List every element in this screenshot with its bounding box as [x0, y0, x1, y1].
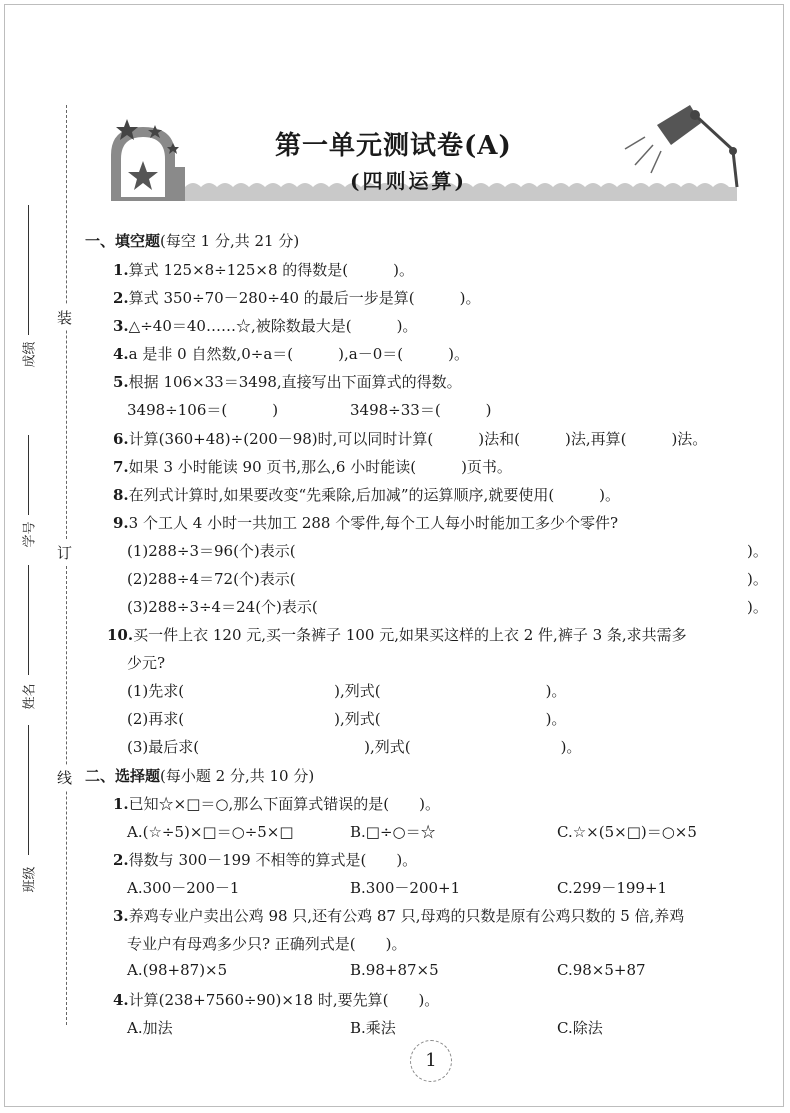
name-field: 姓名	[13, 565, 43, 725]
question-1-9-3-close: )。	[747, 598, 768, 616]
student-id-field: 学号	[13, 435, 43, 565]
binding-char-xian: 线	[57, 765, 72, 790]
question-1-10-cont: 少元?	[127, 654, 166, 672]
question-2-3-option-c: C.98×5+87	[557, 961, 646, 979]
question-2-2-option-a: A.300－200－1	[127, 879, 240, 897]
page-title: 第一单元测试卷(A)	[275, 131, 512, 161]
question-1-8: 8.在列式计算时,如果要改变“先乘除,后加减”的运算顺序,就要使用( )。	[113, 486, 621, 504]
question-1-5: 5.根据 106×33＝3498,直接写出下面算式的得数。	[113, 373, 462, 391]
question-2-3-cont: 专业户有母鸡多少只? 正确列式是( )。	[127, 935, 407, 953]
section-2-heading: 二、选择题(每小题 2 分,共 10 分)	[85, 767, 315, 785]
question-1-7: 7.如果 3 小时能读 90 页书,那么,6 小时能读( )页书。	[113, 458, 512, 476]
question-1-10: 10.买一件上衣 120 元,买一条裤子 100 元,如果买这样的上衣 2 件,裤子 3 条,求共需多	[107, 626, 687, 644]
question-1-4: 4.a 是非 0 自然数,0÷a＝( ),a－0＝( )。	[113, 345, 469, 363]
binding-char-zhuang: 装	[57, 305, 72, 330]
question-2-4-option-c: C.除法	[557, 1019, 603, 1037]
question-1-9-2: (2)288÷4＝72(个)表示(	[127, 570, 296, 588]
question-1-9-3: (3)288÷3÷4＝24(个)表示(	[127, 598, 318, 616]
question-1-6: 6.计算(360+48)÷(200－98)时,可以同时计算( )法和( )法,再算( )法。	[113, 430, 708, 448]
question-1-10-2: (2)再求( ),列式( )。	[127, 710, 567, 728]
binding-dashed-line	[66, 105, 67, 1025]
question-1-3: 3.△÷40＝40……☆,被除数最大是( )。	[113, 317, 418, 335]
lamp-icon	[625, 105, 737, 187]
question-1-9-2-close: )。	[747, 570, 768, 588]
question-1-9-1-close: )。	[747, 542, 768, 560]
class-field: 班级	[13, 725, 43, 905]
question-2-3-option-b: B.98+87×5	[350, 961, 439, 979]
question-2-1-option-a: A.(☆÷5)×□＝○÷5×□	[127, 823, 294, 841]
question-1-2: 2.算式 350÷70－280÷40 的最后一步是算( )。	[113, 289, 481, 307]
question-2-1-option-c: C.☆×(5×□)＝○×5	[557, 823, 697, 841]
question-1-10-3: (3)最后求( ),列式( )。	[127, 738, 582, 756]
question-1-9: 9.3 个工人 4 小时一共加工 288 个零件,每个工人每小时能加工多少个零件?	[113, 514, 619, 532]
question-1-10-1: (1)先求( ),列式( )。	[127, 682, 567, 700]
question-2-1-option-b: B.□÷○＝☆	[350, 823, 436, 841]
question-2-3-option-a: A.(98+87)×5	[127, 961, 228, 979]
question-2-4: 4.计算(238+7560÷90)×18 时,要先算( )。	[113, 991, 440, 1009]
question-1-5-a: 3498÷106＝( )	[127, 401, 279, 419]
binding-char-ding: 订	[57, 540, 72, 565]
question-2-2-option-b: B.300－200+1	[350, 879, 461, 897]
question-2-4-option-b: B.乘法	[350, 1019, 396, 1037]
page-subtitle: (四则运算)	[350, 169, 467, 193]
question-1-1: 1.算式 125×8÷125×8 的得数是( )。	[113, 261, 414, 279]
question-1-5-b: 3498÷33＝( )	[350, 401, 492, 419]
section-1-heading: 一、填空题(每空 1 分,共 21 分)	[85, 232, 300, 250]
question-1-9-1: (1)288÷3＝96(个)表示(	[127, 542, 296, 560]
question-2-2: 2.得数与 300－199 不相等的算式是( )。	[113, 851, 418, 869]
score-field: 成绩	[13, 205, 43, 395]
page-number: 1	[410, 1040, 452, 1082]
question-2-4-option-a: A.加法	[127, 1019, 173, 1037]
worksheet-page	[4, 4, 784, 1107]
question-2-3: 3.养鸡专业户卖出公鸡 98 只,还有公鸡 87 只,母鸡的只数是原有公鸡只数的 5 倍,养鸡	[113, 907, 685, 925]
question-2-2-option-c: C.299－199+1	[557, 879, 668, 897]
question-2-1: 1.已知☆×□＝○,那么下面算式错误的是( )。	[113, 795, 440, 813]
